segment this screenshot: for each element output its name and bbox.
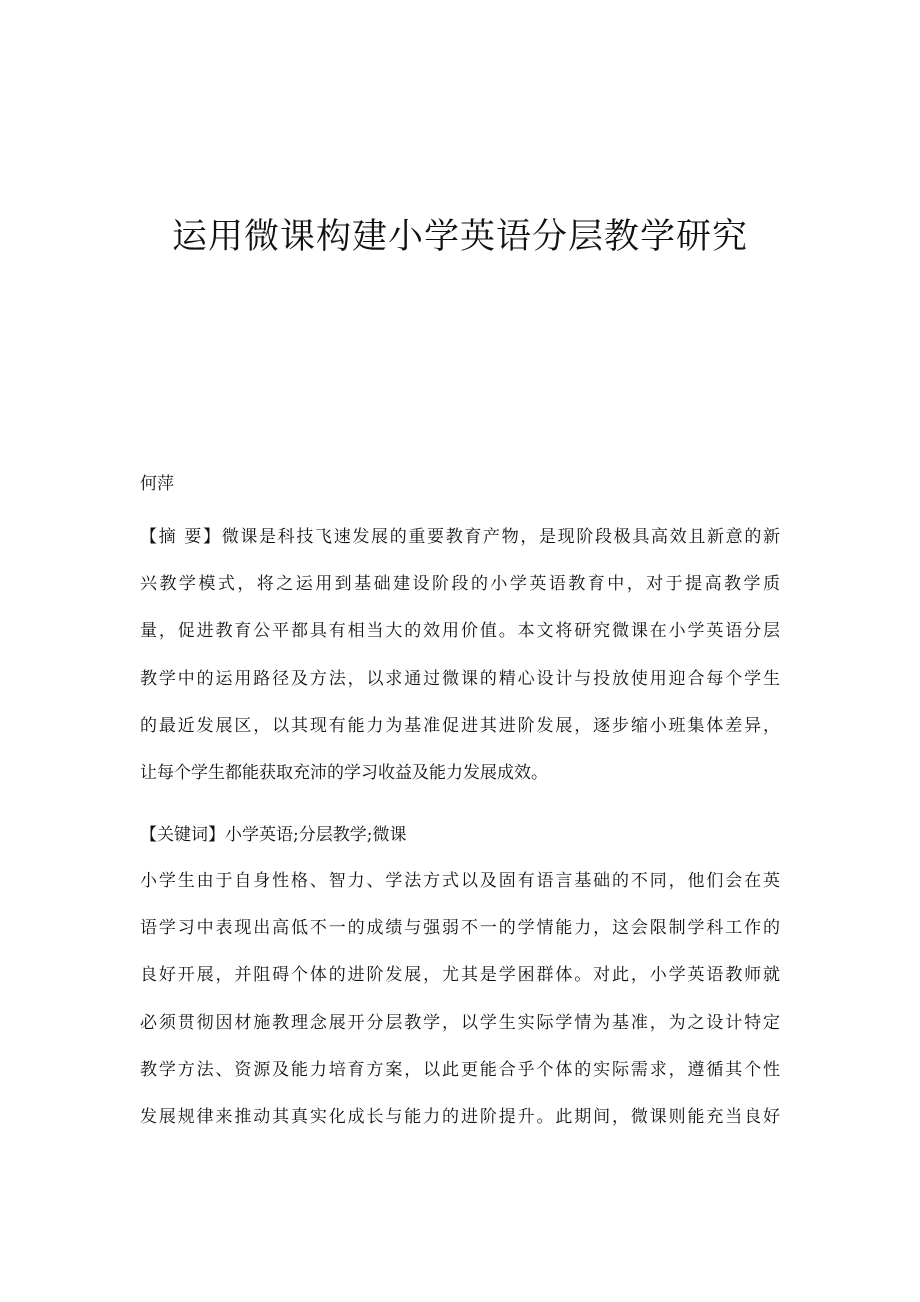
body-line: 小学生由于自身性格、智力、学法方式以及固有语言基础的不同，他们会在英 <box>140 871 780 891</box>
keywords-text: 【关键词】小学英语;分层教学;微课 <box>140 825 407 845</box>
abstract-line: 兴教学模式，将之运用到基础建设阶段的小学英语教育中，对于提高教学质 <box>140 574 780 595</box>
body-line: 必须贯彻因材施教理念展开分层教学，以学生实际学情为基准，为之设计特定 <box>140 1012 780 1033</box>
abstract-line: 让每个学生都能获取充沛的学习收益及能力发展成效。 <box>140 762 548 783</box>
abstract-line: 【摘 要】微课是科技飞速发展的重要教育产物，是现阶段极具高效且新意的新 <box>140 527 780 547</box>
keywords-line <box>140 812 780 859</box>
body-paragraph <box>140 858 780 1141</box>
abstract-line: 的最近发展区，以其现有能力为基准促进其进阶发展，逐步缩小班集体差异， <box>140 715 780 736</box>
body-line: 发展规律来推动其真实化成长与能力的进阶提升。此期间，微课则能充当良好 <box>140 1106 780 1127</box>
abstract-line: 教学中的运用路径及方法，以求通过微课的精心设计与投放使用迎合每个学生 <box>140 668 780 689</box>
document-title: 运用微课构建小学英语分层教学研究 <box>171 217 748 257</box>
body-line: 教学方法、资源及能力培育方案，以此更能合乎个体的实际需求，遵循其个性 <box>140 1059 780 1080</box>
body-line: 良好开展，并阻碍个体的进阶发展，尤其是学困群体。对此，小学英语教师就 <box>140 965 780 986</box>
body-line: 语学习中表现出高低不一的成绩与强弱不一的学情能力，这会限制学科工作的 <box>140 918 780 939</box>
abstract-paragraph <box>140 514 780 797</box>
abstract-line: 量，促进教育公平都具有相当大的效用价值。本文将研究微课在小学英语分层 <box>140 621 780 642</box>
author-name: 何萍 <box>140 474 174 494</box>
